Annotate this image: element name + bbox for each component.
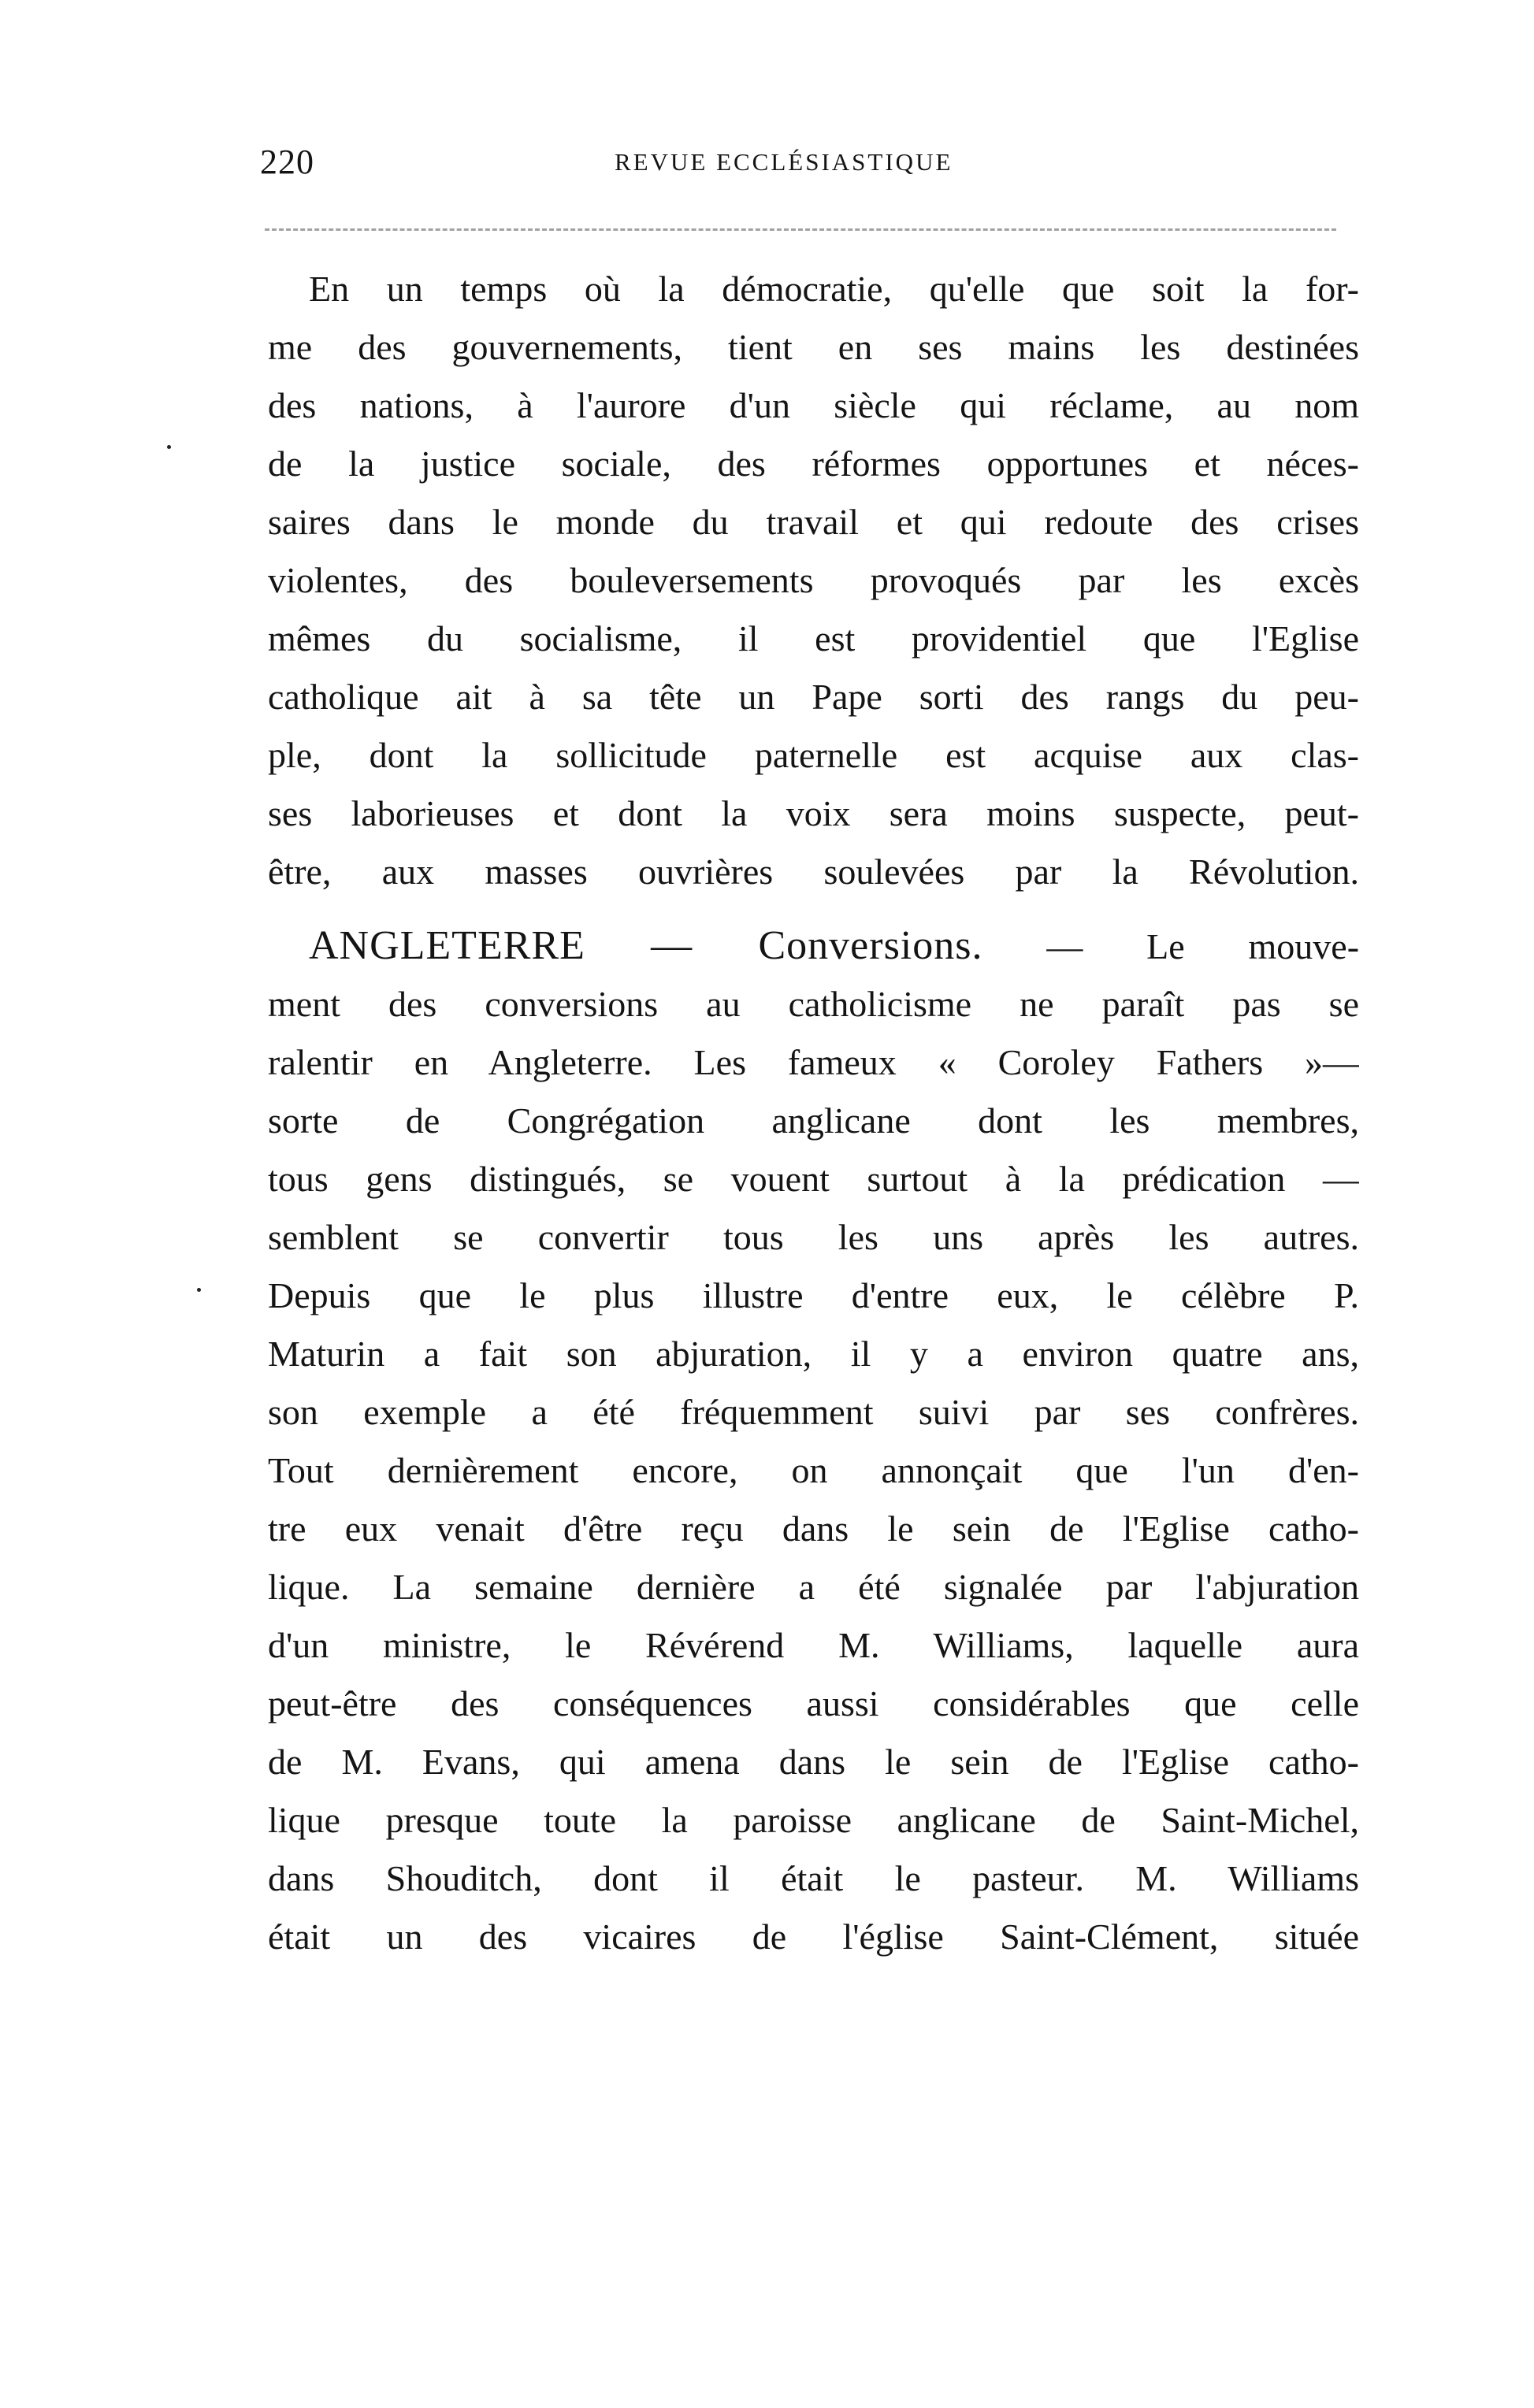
text-line: Tout dernièrement encore, on annonçait que l'un d'en- (268, 1450, 1359, 1490)
text-line: catholique ait à sa tête un Pape sorti des rangs du peu- (268, 677, 1359, 717)
text-line: Maturin a fait son abjuration, il y a environ quatre ans, (268, 1334, 1359, 1374)
section-first-line-rest: — Le mouve- (1046, 926, 1359, 967)
text-line: était un des vicaires de l'église Saint-Clément, située (268, 1916, 1359, 1957)
paragraph-democratie (268, 260, 1359, 901)
speck (167, 445, 171, 449)
text-line: semblent se convertir tous les uns après les autres. (268, 1217, 1359, 1257)
section-heading: ANGLETERRE — Conversions. (309, 923, 983, 968)
text-line: violentes, des bouleversements provoqués par les excès (268, 560, 1359, 600)
text-line: son exemple a été fréquemment suivi par ses confrères. (268, 1392, 1359, 1432)
text-line: lique presque toute la paroisse anglicane de Saint-Michel, (268, 1800, 1359, 1840)
speck (197, 1288, 201, 1292)
section-gap (268, 901, 1359, 917)
page-number: 220 (260, 143, 314, 181)
running-title: REVUE ECCLÉSIASTIQUE (615, 148, 953, 176)
text-line: Depuis que le plus illustre d'entre eux, le célèbre P. (268, 1275, 1359, 1315)
text-line: être, aux masses ouvrières soulevées par la Révolution. (268, 852, 1359, 892)
text-line: de M. Evans, qui amena dans le sein de l'Eglise catho- (268, 1742, 1359, 1782)
text-line: tre eux venait d'être reçu dans le sein de l'Eglise catho- (268, 1508, 1359, 1549)
text-line: peut-être des conséquences aussi considérables que celle (268, 1683, 1359, 1723)
text-line: saires dans le monde du travail et qui redoute des crises (268, 502, 1359, 542)
text-line: me des gouvernements, tient en ses mains les destinées (268, 327, 1359, 367)
text-line: d'un ministre, le Révérend M. Williams, laquelle aura (268, 1625, 1359, 1665)
text-line: ple, dont la sollicitude paternelle est acquise aux clas- (268, 735, 1359, 775)
text-line: ment des conversions au catholicisme ne paraît pas se (268, 984, 1359, 1024)
text-line: de la justice sociale, des réformes opportunes et néces- (268, 443, 1359, 484)
text-line: des nations, à l'aurore d'un siècle qui réclame, au nom (268, 385, 1359, 425)
paragraph-angleterre (268, 917, 1359, 1966)
text-line: dans Shouditch, dont il était le pasteur. M. Williams (268, 1858, 1359, 1898)
text-line: sorte de Congrégation anglicane dont les membres, (268, 1100, 1359, 1141)
section-first-line (268, 917, 1359, 975)
text-line: mêmes du socialisme, il est providentiel que l'Eglise (268, 618, 1359, 659)
body-text (268, 260, 1359, 1966)
text-line: ralentir en Angleterre. Les fameux « Coroley Fathers »— (268, 1042, 1359, 1082)
text-line: tous gens distingués, se vouent surtout à la prédication — (268, 1159, 1359, 1199)
header-rule (265, 228, 1336, 231)
text-line: lique. La semaine dernière a été signalée par l'abjuration (268, 1567, 1359, 1607)
text-line: ses laborieuses et dont la voix sera moins suspecte, peut- (268, 793, 1359, 833)
text-line: En un temps où la démocratie, qu'elle que soit la for- (309, 269, 1359, 309)
page-header (260, 142, 1363, 189)
